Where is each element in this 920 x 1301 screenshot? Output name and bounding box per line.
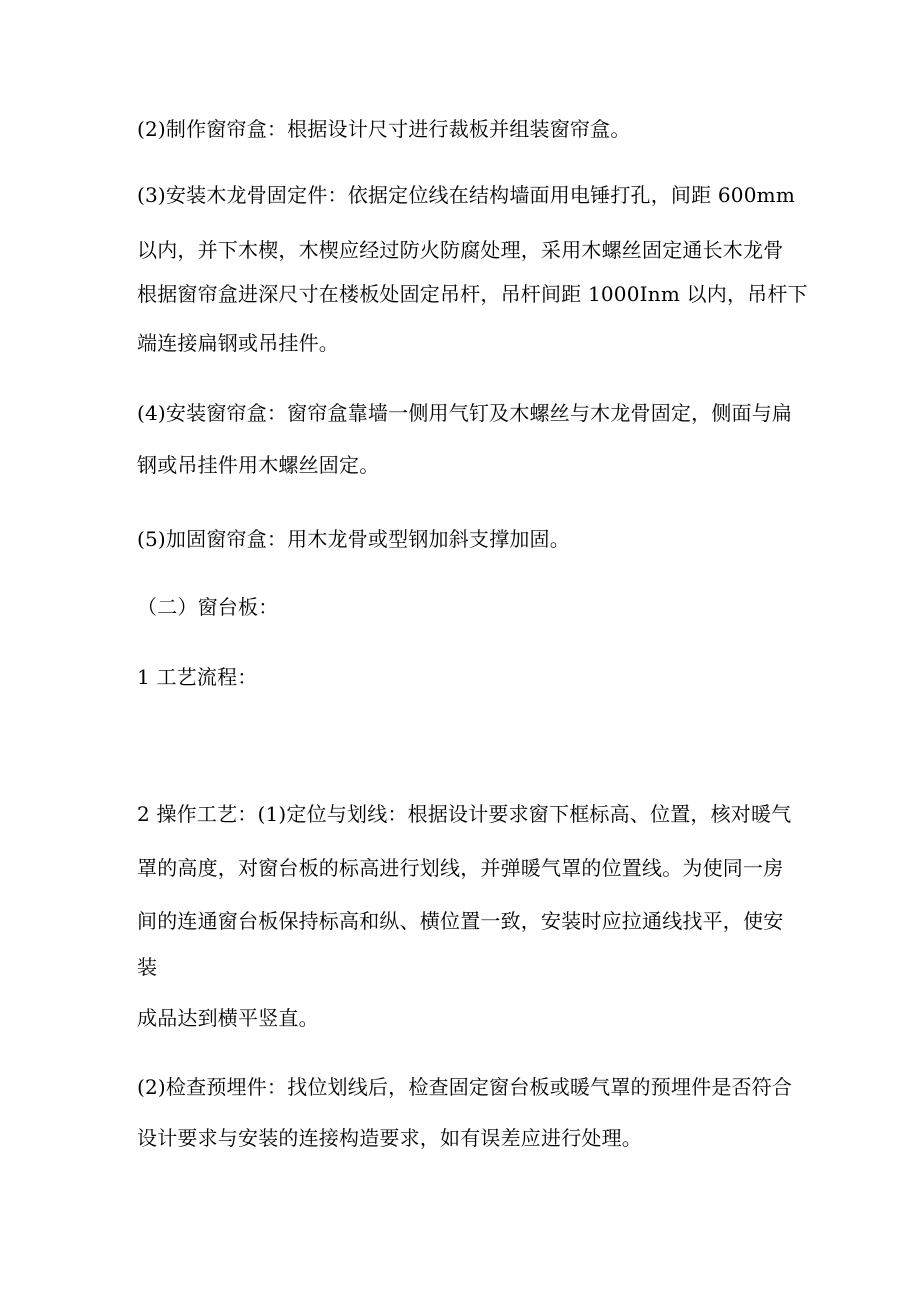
- section-subheading: 1 工艺流程：: [137, 665, 258, 689]
- section-heading: （二）窗台板：: [137, 595, 279, 619]
- paragraph-line: (2)制作窗帘盒：根据设计尺寸进行裁板并组装窗帘盒。: [137, 117, 631, 141]
- paragraph-line: (2)检查预埋件：找位划线后，检查固定窗台板或暖气罩的预埋件是否符合: [137, 1075, 793, 1099]
- paragraph-line: 成品达到横平竖直。: [137, 1006, 319, 1030]
- paragraph-line: 装: [137, 955, 158, 979]
- paragraph-line: 端连接扁钢或吊挂件。: [137, 331, 339, 355]
- paragraph-line: 罩的高度，对窗台板的标高进行划线，并弹暖气罩的位置线。为使同一房: [137, 856, 784, 880]
- paragraph-line: 2 操作工艺：(1)定位与划线：根据设计要求窗下框标高、位置，核对暖气: [137, 802, 792, 826]
- paragraph-line: 钢或吊挂件用木螺丝固定。: [137, 453, 380, 477]
- paragraph-line: 间的连通窗台板保持标高和纵、横位置一致，安装时应拉通线找平，使安: [137, 909, 784, 933]
- paragraph-line: 以内，并下木楔，木楔应经过防火防腐处理，采用木螺丝固定通长木龙骨: [137, 238, 784, 262]
- paragraph-line: (3)安装木龙骨固定件：依据定位线在结构墙面用电锤打孔，间距 600mm: [137, 183, 795, 207]
- paragraph-line: 设计要求与安装的连接构造要求，如有误差应进行处理。: [137, 1126, 642, 1150]
- paragraph-line: (4)安装窗帘盒：窗帘盒靠墙一侧用气钉及木螺丝与木龙骨固定，侧面与扁: [137, 401, 793, 425]
- paragraph-line: (5)加固窗帘盒：用木龙骨或型钢加斜支撑加固。: [137, 527, 570, 551]
- paragraph-line: 根据窗帘盒进深尺寸在楼板处固定吊杆，吊杆间距 1000Inm 以内，吊杆下: [137, 282, 808, 306]
